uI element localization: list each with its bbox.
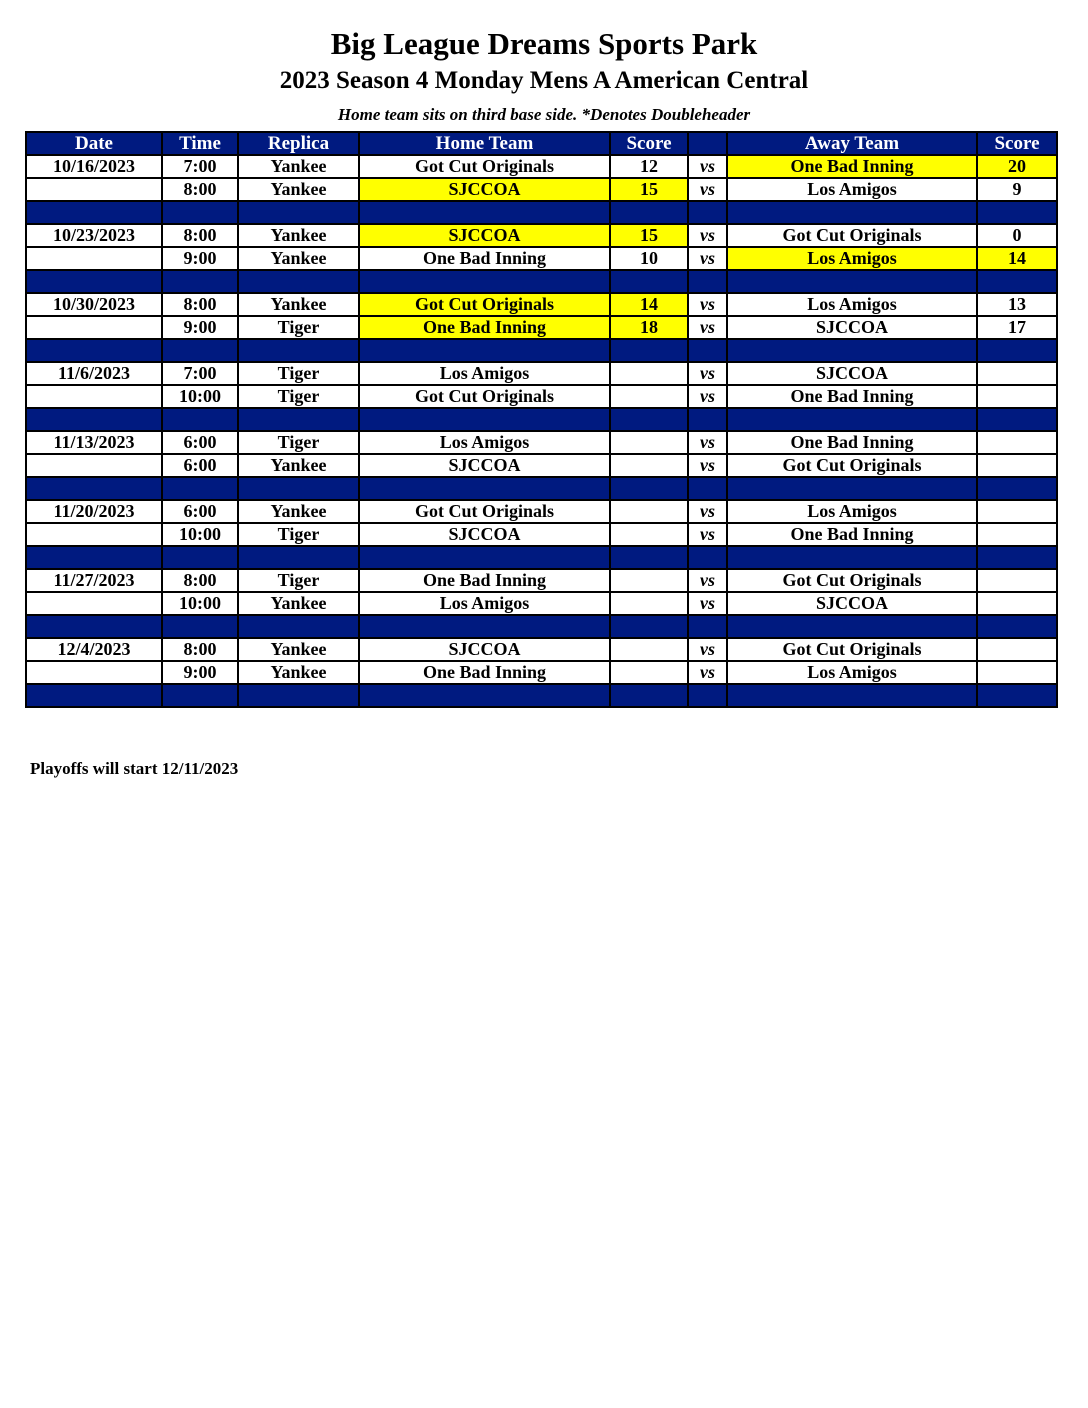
replica-cell: Yankee [238,592,359,615]
separator-cell [359,477,610,500]
separator-cell [162,615,238,638]
vs-cell: vs [688,638,727,661]
replica-cell: Yankee [238,454,359,477]
table-row [26,316,1057,339]
time-cell: 8:00 [162,178,238,201]
away-team-cell: One Bad Inning [727,431,977,454]
home-team-cell: SJCCOA [359,638,610,661]
schedule-table [25,131,1058,708]
replica-cell: Yankee [238,638,359,661]
week-separator-row [26,684,1057,707]
week-separator-row [26,270,1057,293]
separator-cell [688,615,727,638]
replica-cell: Tiger [238,569,359,592]
playoffs-note: Playoffs will start 12/11/2023 [30,759,239,778]
away-team-cell: SJCCOA [727,362,977,385]
vs-cell: vs [688,316,727,339]
separator-cell [162,270,238,293]
home-score-cell: 10 [610,247,688,270]
table-row [26,661,1057,684]
col-header-date: Date [26,132,162,155]
home-team-cell: Got Cut Originals [359,155,610,178]
doubleheader-note: Home team sits on third base side. *Denotes Doubleheader [337,105,751,124]
home-team-cell: One Bad Inning [359,316,610,339]
time-cell: 8:00 [162,638,238,661]
away-team-cell: Los Amigos [727,247,977,270]
home-team-cell: Got Cut Originals [359,385,610,408]
date-cell [26,385,162,408]
separator-cell [688,201,727,224]
time-cell: 9:00 [162,247,238,270]
table-row [26,178,1057,201]
separator-cell [610,339,688,362]
col-header-home-team: Home Team [359,132,610,155]
home-team-cell: SJCCOA [359,454,610,477]
home-team-cell: Got Cut Originals [359,500,610,523]
date-cell: 11/20/2023 [26,500,162,523]
vs-cell: vs [688,178,727,201]
vs-cell: vs [688,362,727,385]
home-score-cell [610,638,688,661]
vs-cell: vs [688,224,727,247]
separator-cell [610,477,688,500]
away-team-cell: One Bad Inning [727,523,977,546]
table-row [26,454,1057,477]
vs-cell: vs [688,454,727,477]
away-score-cell [977,362,1057,385]
vs-cell: vs [688,385,727,408]
separator-cell [238,201,359,224]
separator-cell [26,477,162,500]
table-header-row [26,132,1057,155]
time-cell: 10:00 [162,523,238,546]
away-score-cell [977,454,1057,477]
separator-cell [610,201,688,224]
separator-cell [359,546,610,569]
table-row [26,523,1057,546]
time-cell: 10:00 [162,592,238,615]
away-team-cell: Got Cut Originals [727,569,977,592]
replica-cell: Tiger [238,385,359,408]
separator-cell [610,546,688,569]
time-cell: 9:00 [162,316,238,339]
separator-cell [727,270,977,293]
separator-cell [977,615,1057,638]
separator-cell [162,408,238,431]
home-score-cell [610,500,688,523]
separator-cell [977,201,1057,224]
home-score-cell [610,362,688,385]
separator-cell [162,201,238,224]
away-team-cell: SJCCOA [727,592,977,615]
date-cell [26,454,162,477]
table-row [26,500,1057,523]
separator-cell [162,684,238,707]
date-cell [26,661,162,684]
time-cell: 7:00 [162,155,238,178]
home-score-cell [610,569,688,592]
date-cell: 11/13/2023 [26,431,162,454]
away-team-cell: One Bad Inning [727,155,977,178]
replica-cell: Yankee [238,293,359,316]
away-team-cell: Got Cut Originals [727,224,977,247]
separator-cell [162,339,238,362]
date-cell: 12/4/2023 [26,638,162,661]
home-team-cell: Los Amigos [359,431,610,454]
away-team-cell: Los Amigos [727,661,977,684]
vs-cell: vs [688,247,727,270]
replica-cell: Yankee [238,661,359,684]
separator-cell [977,546,1057,569]
date-cell: 11/27/2023 [26,569,162,592]
separator-cell [359,201,610,224]
week-separator-row [26,339,1057,362]
away-team-cell: SJCCOA [727,316,977,339]
home-score-cell: 14 [610,293,688,316]
col-header-replica: Replica [238,132,359,155]
date-cell: 10/23/2023 [26,224,162,247]
col-header-away-team: Away Team [727,132,977,155]
separator-cell [977,339,1057,362]
away-score-cell: 14 [977,247,1057,270]
home-score-cell [610,431,688,454]
separator-cell [26,684,162,707]
time-cell: 8:00 [162,293,238,316]
away-score-cell [977,523,1057,546]
home-score-cell [610,454,688,477]
page-subtitle: 2023 Season 4 Monday Mens A American Central [279,67,809,94]
col-header-vs [688,132,727,155]
away-team-cell: Los Amigos [727,293,977,316]
separator-cell [26,339,162,362]
separator-cell [238,546,359,569]
separator-cell [26,201,162,224]
away-score-cell: 9 [977,178,1057,201]
date-cell: 10/16/2023 [26,155,162,178]
home-team-cell: Los Amigos [359,362,610,385]
time-cell: 6:00 [162,500,238,523]
time-cell: 7:00 [162,362,238,385]
table-row [26,569,1057,592]
vs-cell: vs [688,500,727,523]
separator-cell [238,339,359,362]
replica-cell: Yankee [238,224,359,247]
week-separator-row [26,546,1057,569]
away-team-cell: Los Amigos [727,500,977,523]
page-title: Big League Dreams Sports Park [330,26,758,61]
separator-cell [977,270,1057,293]
vs-cell: vs [688,569,727,592]
home-team-cell: SJCCOA [359,178,610,201]
separator-cell [359,339,610,362]
away-score-cell: 17 [977,316,1057,339]
separator-cell [359,615,610,638]
separator-cell [977,477,1057,500]
vs-cell: vs [688,661,727,684]
week-separator-row [26,477,1057,500]
vs-cell: vs [688,431,727,454]
week-separator-row [26,201,1057,224]
date-cell [26,592,162,615]
separator-cell [26,270,162,293]
separator-cell [610,684,688,707]
separator-cell [238,615,359,638]
home-score-cell [610,385,688,408]
home-team-cell: One Bad Inning [359,569,610,592]
table-row [26,592,1057,615]
vs-cell: vs [688,592,727,615]
home-score-cell: 18 [610,316,688,339]
home-team-cell: Los Amigos [359,592,610,615]
date-cell: 11/6/2023 [26,362,162,385]
separator-cell [727,615,977,638]
home-score-cell [610,592,688,615]
separator-cell [688,684,727,707]
vs-cell: vs [688,293,727,316]
separator-cell [162,477,238,500]
away-score-cell [977,592,1057,615]
replica-cell: Yankee [238,500,359,523]
home-team-cell: One Bad Inning [359,247,610,270]
col-header-away-score: Score [977,132,1057,155]
separator-cell [26,546,162,569]
away-score-cell: 0 [977,224,1057,247]
vs-cell: vs [688,155,727,178]
home-team-cell: SJCCOA [359,224,610,247]
home-score-cell [610,523,688,546]
schedule-body [26,155,1057,707]
home-team-cell: One Bad Inning [359,661,610,684]
date-cell: 10/30/2023 [26,293,162,316]
date-cell [26,316,162,339]
table-row [26,362,1057,385]
separator-cell [688,408,727,431]
away-score-cell [977,569,1057,592]
separator-cell [359,270,610,293]
separator-cell [238,684,359,707]
replica-cell: Tiger [238,523,359,546]
week-separator-row [26,615,1057,638]
away-team-cell: Got Cut Originals [727,454,977,477]
separator-cell [688,270,727,293]
replica-cell: Tiger [238,316,359,339]
date-cell [26,247,162,270]
col-header-home-score: Score [610,132,688,155]
date-cell [26,178,162,201]
home-score-cell: 15 [610,224,688,247]
home-score-cell: 15 [610,178,688,201]
separator-cell [238,408,359,431]
separator-cell [238,270,359,293]
away-score-cell [977,661,1057,684]
away-score-cell [977,385,1057,408]
table-row [26,224,1057,247]
separator-cell [977,408,1057,431]
home-score-cell [610,661,688,684]
separator-cell [727,201,977,224]
table-row [26,638,1057,661]
separator-cell [26,408,162,431]
separator-cell [162,546,238,569]
date-cell [26,523,162,546]
table-row [26,431,1057,454]
replica-cell: Yankee [238,155,359,178]
separator-cell [610,270,688,293]
separator-cell [238,477,359,500]
table-row [26,293,1057,316]
separator-cell [26,615,162,638]
home-score-cell: 12 [610,155,688,178]
away-team-cell: Los Amigos [727,178,977,201]
time-cell: 10:00 [162,385,238,408]
away-score-cell [977,431,1057,454]
separator-cell [610,408,688,431]
replica-cell: Tiger [238,431,359,454]
away-score-cell: 13 [977,293,1057,316]
separator-cell [688,477,727,500]
replica-cell: Yankee [238,247,359,270]
week-separator-row [26,408,1057,431]
time-cell: 6:00 [162,454,238,477]
separator-cell [359,408,610,431]
separator-cell [688,546,727,569]
table-row [26,247,1057,270]
separator-cell [610,615,688,638]
table-row [26,155,1057,178]
replica-cell: Yankee [238,178,359,201]
separator-cell [727,477,977,500]
separator-cell [727,546,977,569]
time-cell: 8:00 [162,224,238,247]
col-header-time: Time [162,132,238,155]
separator-cell [359,684,610,707]
table-row [26,385,1057,408]
away-score-cell: 20 [977,155,1057,178]
separator-cell [977,684,1057,707]
time-cell: 8:00 [162,569,238,592]
separator-cell [727,408,977,431]
separator-cell [688,339,727,362]
time-cell: 6:00 [162,431,238,454]
separator-cell [727,684,977,707]
away-team-cell: Got Cut Originals [727,638,977,661]
away-score-cell [977,500,1057,523]
replica-cell: Tiger [238,362,359,385]
separator-cell [727,339,977,362]
time-cell: 9:00 [162,661,238,684]
away-team-cell: One Bad Inning [727,385,977,408]
vs-cell: vs [688,523,727,546]
home-team-cell: Got Cut Originals [359,293,610,316]
home-team-cell: SJCCOA [359,523,610,546]
away-score-cell [977,638,1057,661]
